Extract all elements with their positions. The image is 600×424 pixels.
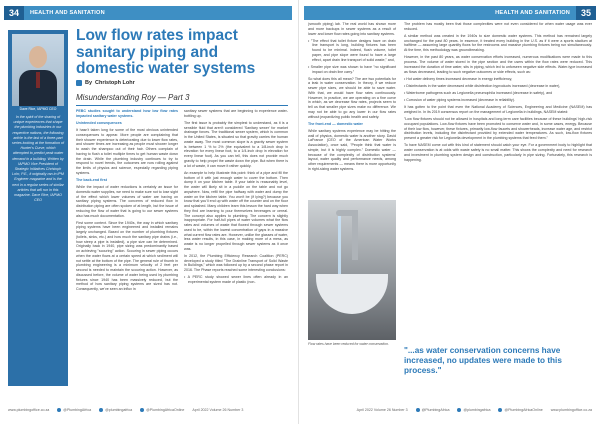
subheading: The back-end first bbox=[76, 177, 107, 182]
article-column-3 bbox=[308, 22, 396, 196]
article-column-1 bbox=[76, 109, 178, 388]
article-title: Low flow rates impact sanitary piping and domestic water systems bbox=[76, 27, 256, 77]
paragraph: It has gotten to the point that even the National Academy of Sciences, Engineering and Medicine (NASEM) has weighed in. In its 2019 consensus report on the management of Legionella in buildings, NASEM stated: bbox=[404, 105, 592, 114]
sidebar-intro: In the spirit of the sharing of unique experiences that shape the plumbing industries in our respective nations, the following article is the last of a three-part series looking at the formation of Hunter's Curve, which attempted to predict peak water demand in a building. Written by IAPMO Vice President of Strategic Initiatives Christoph Lohr, P.E., it originally ran in IPM Engineer magazine and is the next in a regular series of similar articles that will run in this magazine. Dave Rice, IAPMO CEO bbox=[12, 115, 64, 203]
pull-quote: "...as water conservation concerns have increased, no updates were made to this process." bbox=[404, 346, 562, 375]
twitter-icon bbox=[457, 408, 461, 412]
bullet-item: • Waterborne pathogens such as Legionella pneumophila increased (decrease in safety), and bbox=[404, 90, 553, 95]
social-handle: @plumbingafrica bbox=[463, 408, 491, 412]
byline-label: By bbox=[85, 80, 93, 86]
bullet-item: • Smaller pipe size was shown to have "no significant impact on drain line carry." bbox=[308, 64, 396, 74]
author-name: Christoph Lohr bbox=[95, 80, 135, 86]
paragraph: (smooth piping) lab. The real world has shown more and more backups in sewer systems as a result of lower and lower flow rates going into sanitary systems. bbox=[308, 22, 396, 36]
linkedin-icon bbox=[140, 408, 144, 412]
bullet-item: • A PERC study showed sewer lines often already in an experimental system made of plastic (non- bbox=[184, 275, 288, 285]
social-handle: @PlumbingAfrica bbox=[421, 408, 450, 412]
page-gutter bbox=[298, 0, 299, 424]
footer-url[interactable]: www.plumbingoffice.co.za bbox=[550, 408, 592, 412]
paragraph: While sanitary systems experience may be hitting the wall of physics, domestic water is another story. David LaFrance (CEO of the American Water Works Association), once said, "People think that water is simple, but it is highly complex." Domestic water — because of the complexity of distribution systems' layout, water quality and performance needs, among other requirements — means there is more opportunity in right-sizing water systems. bbox=[308, 128, 396, 171]
right-page-header bbox=[304, 6, 596, 20]
left-footer bbox=[8, 408, 292, 412]
right-page-number: 35 bbox=[576, 6, 596, 20]
right-footer bbox=[308, 408, 592, 412]
social-handle: @PlumbingAfricaOnline bbox=[504, 408, 543, 412]
faucet-photo bbox=[308, 200, 396, 340]
paragraph: However, in the past 80 years, as water conservation efforts increased, numerous modifications were made to this process. The volume of water stored in the pipe section and the users within the flow rates were reduced. This increased the duration of time water, sits in piping, which led to unforseen negative side effects. Water-type increased as flows decreased, leading to such negative outcomes or side effects, such as: bbox=[404, 55, 592, 74]
subheading: The front-end — domestic water bbox=[308, 121, 363, 126]
left-section-label: HEALTH AND SANITATION bbox=[30, 10, 105, 16]
editor-sidebar bbox=[8, 30, 68, 386]
right-section-label: HEALTH AND SANITATION bbox=[495, 10, 570, 16]
social-handle: @PlumbingAfricaOnline bbox=[146, 408, 185, 412]
footer-issue: April 2022 Volume 26 Number 3 bbox=[356, 408, 408, 412]
bullet-item: • Disinfectants in the water decreased while disinfection byproducts increased (decrease in water), bbox=[404, 83, 561, 88]
author-icon bbox=[76, 80, 82, 86]
footer-social[interactable] bbox=[57, 408, 91, 412]
standfirst: PEBC studies sought to understand how low flow rates impacted sanitary water systems. bbox=[76, 109, 178, 118]
linkedin-icon bbox=[498, 408, 502, 412]
paragraph: First some context. Since the 1940s, the way in which sanitary piping systems have been engineered and installed remains largely unchanged. Based on the number of plumbing fixtures (toilets, sinks, etc.) and how much the sanitary pipe drains (i.e., how steep a pipe is installed), a pipe size can be determined. Originally back in 1940, pipe sizing was predominantly based on achieving "scouring" action. Scouring in sewer piping occurs when the water flows at a certain speed at which sediment will not settle at the bottom of the pipe. The general rule of thumb in plumbing engineering is a minimum velocity of 2 feet per second is needed to maintain the scouring action. However, as discussed before, the volume of water being used by plumbing fixtures since 1940 has been massively reduced, but the method of how sanitary piping systems are sized has not. Consequently, we've seen an influx in bbox=[76, 220, 178, 292]
series-title: Misunderstanding Roy — Part 3 bbox=[76, 93, 288, 106]
paragraph: An example to help illustrate this point: think of a pipe and fill the bottom of it with just enough water to cover the bottom. Then dump it on your kitchen table. If your table is reasonably level, the water will likely sit in a puddle on the table and not go anywhere. Now, refill the pipe halfway with water and dump the water on the kitchen table. You won't be (if lying?) because you know that you'll end up with water off the counter and on the floor and splashed. Many children learn this lesson the hard way when they find are learning to pour themselves beverages or cereal. The concept also applies to plumbing. The concern is slightly inappropriate. For half-full pipes of water volumes what the flow rates and volumes of waste that flowed through sewer systems used to be, within the lowest concentration of gaps in a massive what current flow rates are. However, unlike the glasses of water, less water results, in this case, in making more of a mess, as waste is no longer propelled through sewer systems as it once was. bbox=[184, 170, 288, 251]
social-handle: @PlumbingAfrica bbox=[63, 408, 92, 412]
byline bbox=[76, 80, 135, 86]
facebook-icon bbox=[416, 408, 420, 412]
footer-issue: April 2022 Volume 26 Number 3 bbox=[192, 408, 244, 412]
faucet-photo-caption: Flow rates have been reduced for water conservation. bbox=[308, 342, 389, 346]
left-page-number: 34 bbox=[4, 6, 24, 20]
paragraph: To have NASEM come out with this kind of statement should catch your eye. For a government body to highlight that water conservation is at odds with waste safety is no small matter. This shows the complexity and need for research and investment in plumbing system design and construction, particularly in pipe sizing. Fortunately, this research is happening. bbox=[404, 143, 592, 162]
author-photo bbox=[12, 34, 64, 106]
article-column-4 bbox=[404, 22, 592, 344]
footer-social[interactable] bbox=[99, 408, 132, 412]
paragraph: In 2012, the Plumbing Efficiency Research Coalition (PERC) developed a study titled "The Drainline Transport of Solid Waste in Buildings," which was followed up by a second phase report in 2016. The Phase reports reached some interesting conclusions: bbox=[184, 253, 288, 273]
bullet-item: • Hot water delivery times increased decrease in energy inefficiency, bbox=[404, 76, 513, 81]
bullet-item: • "The effect that toilet fixture designs have on drain line transport is long, building fixtures has been found to be minimal. Indeed, flush volume, toilet paper, and pipe slope were found to have a large effect, apart drain line transport of solid waste," and, bbox=[308, 38, 396, 62]
social-handle: @plumbingafrica bbox=[105, 408, 133, 412]
paragraph: While the impact of water reductions is certainly an issue for domestic water supplies, we need to make sure not to lose sight of the effect which lower volumes of water are having on sanitary piping systems. The concerns of reduced flow in distribution piping are often spoken of at length, but the issue of reducing the flow of water that is going to our sewer systems also has much documentation. bbox=[76, 185, 178, 218]
footer-url[interactable]: www.plumbingoffice.co.za bbox=[8, 408, 50, 412]
twitter-icon bbox=[99, 408, 103, 412]
subheading: Unintended consequences bbox=[76, 120, 122, 125]
quote-paragraph: "Low flow fixtures should not be allowed in hospitals and long-term care facilities because of these buildings' high-risk occupant populations. Low-flow fixtures have been promoted to conserve water and, in some cases, energy. Because of their low flow, however, these fixtures, primarily low-flow faucets and showerheads, increase water age, and restrict distribution levels, including the disinfectant provided by extended water temperatures. As such, low-flow fixtures present a greater risk for Legionella development in the plumbing systems that feed them." bbox=[404, 117, 592, 141]
footer-social[interactable] bbox=[457, 408, 490, 412]
paragraph: So what does this all mean? The are two potentials for a leak in water conservation. In theory, if we reduce sewer pipe sizes, we should be able to save water. With that, we would have flow rates continuously. However, in practice, we are operating on a fine curve in which, as we decrease flow rates, projects seem to tell us that smaller pipe sizes make no difference. We may not be able to go any lower in our flow rates without jeopardizing public health and safety. bbox=[308, 76, 396, 119]
footer-social[interactable] bbox=[498, 408, 542, 412]
paragraph: sanitary sewer systems that are beginning to experience water-bottling up. bbox=[184, 109, 288, 118]
bullet-item: • Corrosion of water piping systems increased (decrease in reliability). bbox=[404, 98, 515, 103]
photo-caption: Dave Rice, IAPMO CEO bbox=[19, 107, 57, 111]
facebook-icon bbox=[57, 408, 61, 412]
footer-social[interactable] bbox=[416, 408, 450, 412]
article-column-2 bbox=[184, 109, 288, 388]
paragraph: A similar method was created in the 1940s to size domestic water systems. This method has remained largely unchanged for the past 80 years. In essence, it treated every building in the U.S. as if it were a sports stadium at halftime — assuming large quantity flows for the restrooms and massive plumbing fixtures being run simultaneously. At the time, this methodology was groundbreaking. bbox=[404, 33, 592, 53]
paragraph: The first issue is probably the simplest to understand, as it is a sensible fluid that aren't considered 'Sanitary sewer' for market drainage forces. The traditional sewer system, which is common in the United States, is situated so that gravity carries the human waste away. The most common slope is a gravity sewer system is between 1 % to 2% (the equivalent to a 1/8-inch drop in elevation for every linear foot, to a 1/4-inch drop in elevation for every linear foot). As you can tell, this does not provide much gravity to help propel the waste down the pipe. But when there is a lot of waste, it can move it rather quickly. bbox=[184, 120, 288, 168]
paragraph: The problem has mostly been that those complexities were not even considered for when water usage was ever reduced. bbox=[404, 22, 592, 31]
left-page-header bbox=[4, 6, 292, 20]
paragraph: It hasn't taken long for some of the most obvious unintended consequences to appear. More people are complaining that their shower experience is deteriorating due to lower flow rates, and shower times are increasing as people must shower longer to wash the shampoo out of their hair. Others complain of having to flush a toilet multiple times to get human waste down the drain. While the plumbing industry continues to try to respond to novel trends, the outcomes are now rolling against the limits of physics and science, especially regarding piping systems. bbox=[76, 128, 178, 175]
footer-social[interactable] bbox=[140, 408, 184, 412]
